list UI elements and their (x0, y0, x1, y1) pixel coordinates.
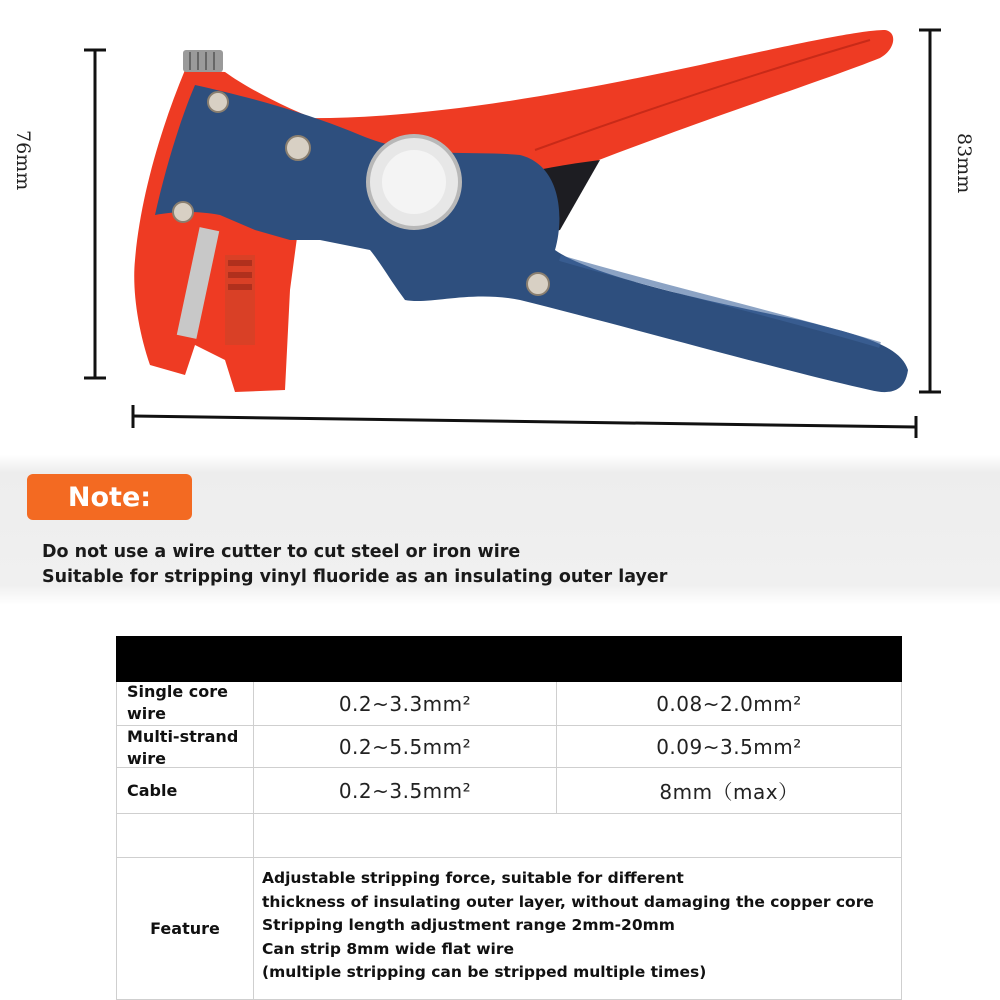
table-cell: 0.2~5.5mm² (254, 726, 557, 768)
feature-description (254, 858, 902, 1000)
height-left-dimension: 76mm (12, 130, 34, 191)
table-header (116, 636, 902, 682)
table-cell: 0.09~3.5mm² (557, 726, 902, 768)
feature-line: Adjustable stripping force, suitable for different (262, 869, 684, 887)
product-photo (0, 0, 1000, 470)
table-blank-cell (254, 814, 902, 858)
table-row-label: Single core wire (116, 682, 254, 726)
height-right-dimension: 83mm (953, 133, 975, 194)
table-blank-cell (116, 814, 254, 858)
spec-table (116, 636, 902, 1000)
feature-line: Can strip 8mm wide flat wire (262, 939, 515, 958)
table-cell: 0.08~2.0mm² (557, 682, 902, 726)
table-row-label: Cable (116, 768, 254, 814)
table-cell: 0.2~3.5mm² (254, 768, 557, 814)
table-row-label: Multi-strand wire (116, 726, 254, 768)
note-line: Suitable for stripping vinyl fluoride as an insulating outer layer (42, 567, 668, 587)
feature-line: (multiple stripping can be stripped multiple times) (262, 963, 707, 981)
feature-line: Stripping length adjustment range 2mm-20mm (262, 916, 675, 934)
note-badge (27, 474, 192, 520)
note-line: Do not use a wire cutter to cut steel or iron wire (42, 542, 521, 562)
wire-stripper-illustration (0, 0, 1000, 470)
note-badge-label: Note: (67, 481, 152, 513)
table-cell: 0.2~3.3mm² (254, 682, 557, 726)
feature-line: thickness of insulating outer layer, without damaging the copper core (262, 892, 874, 911)
table-cell: 8mm（max） (557, 768, 902, 814)
table-row-label: Feature (116, 858, 254, 1000)
